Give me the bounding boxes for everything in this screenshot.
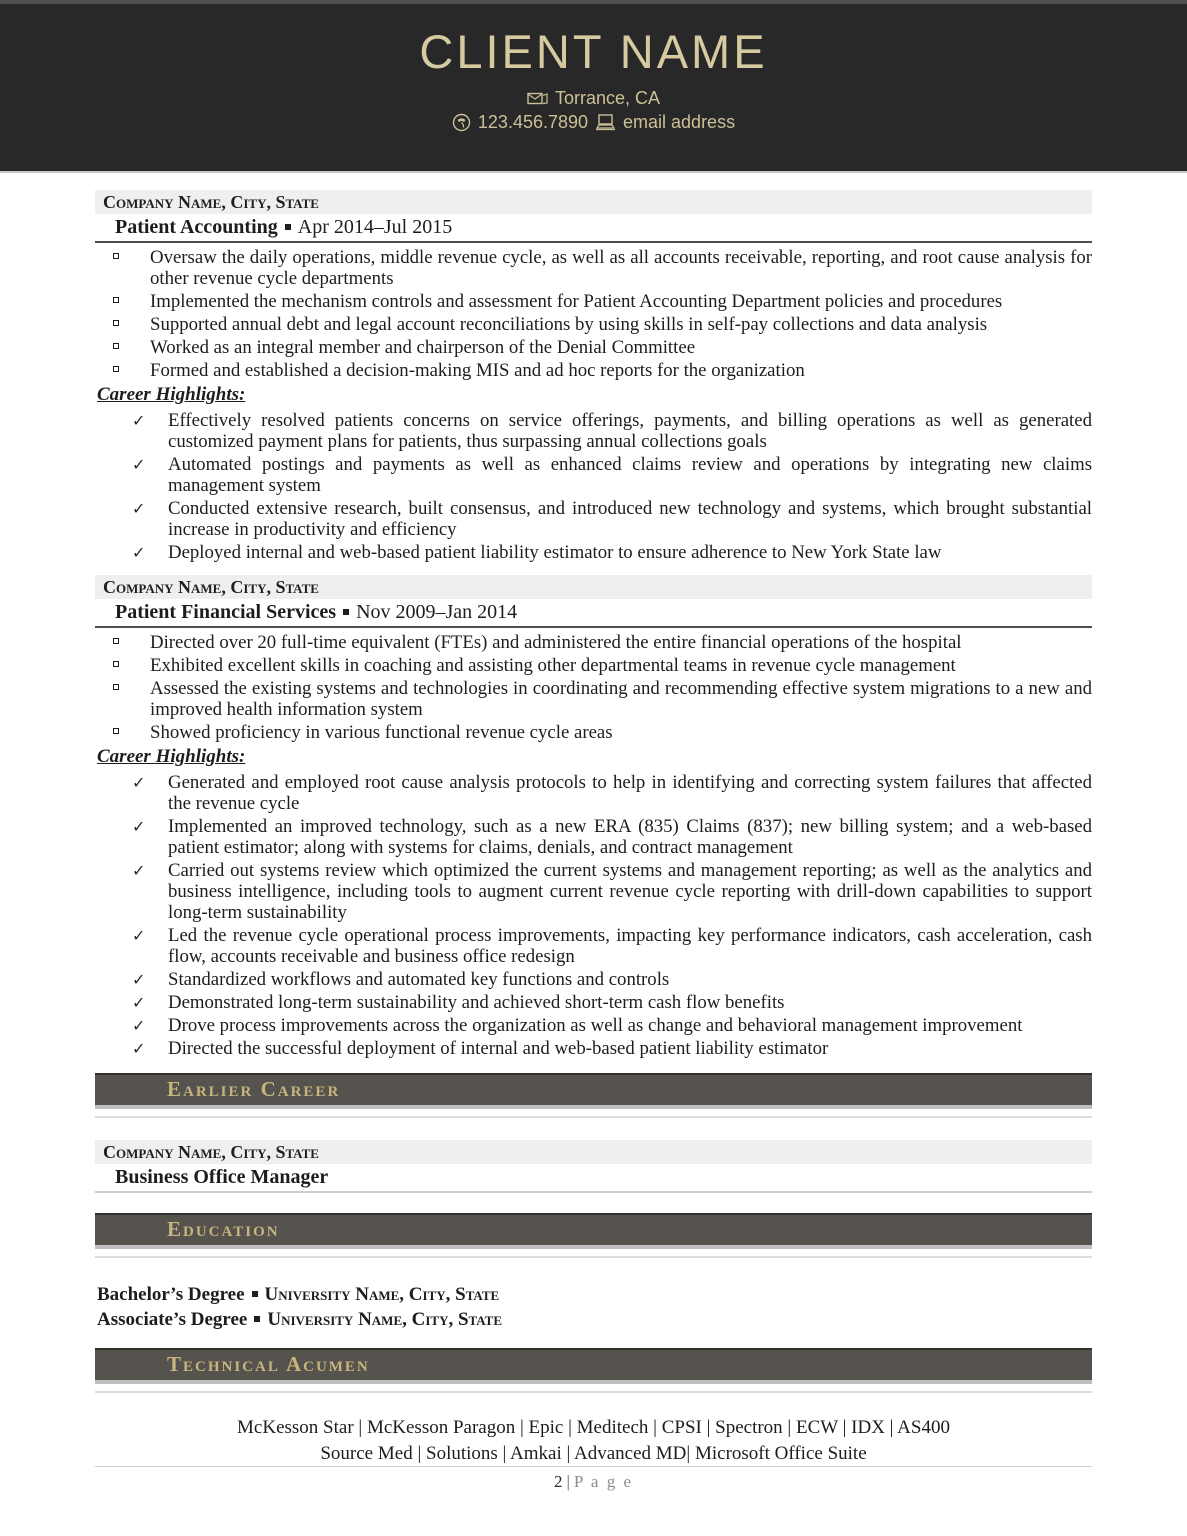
check-icon: ✓ [132,817,146,836]
bullet-text: Worked as an integral member and chairperson of the Denial Committee [150,337,696,358]
highlight-text: Effectively resolved patients concerns on service offerings, payments, and billing operations as well as generated customized payment plans for patients, thus surpassing annual collections goals [168,410,1092,452]
highlight-text: Led the revenue cycle operational process improvements, impacting key performance indicators, cash acceleration, cash flow, accounts receivable and business office redesign [168,925,1092,967]
highlight-item [95,542,1092,563]
phone-number: 123.456.7890 [477,112,589,132]
location-text: Torrance, CA [554,88,661,108]
section-divider [95,1256,1092,1258]
square-bullet-icon [113,661,119,667]
square-bullet-icon [113,684,119,690]
job-title: Patient Financial Services [115,601,337,623]
university-name: University Name, City, State [267,1309,503,1330]
bullet-text: Showed proficiency in various functional revenue cycle areas [150,722,613,743]
square-separator-icon [252,1291,258,1297]
section-header-education: Education [95,1213,1092,1249]
skills-line: McKesson Star | McKesson Paragon | Epic | Meditech | CPSI | Spectron | ECW | IDX | AS400 [237,1417,950,1438]
highlight-item [95,1038,1092,1059]
square-separator-icon [343,609,349,615]
bullet-text: Oversaw the daily operations, middle revenue cycle, as well as all accounts receivable, reporting, and root cause analysis for other revenue cycle departments [150,247,1092,289]
check-icon: ✓ [132,411,146,430]
job-title-row [95,214,1092,243]
check-icon: ✓ [132,499,146,518]
highlight-text: Implemented an improved technology, such as a new ERA (835) Claims (837); new billing system; and a web-based patient estimator; along with systems for claims, denials, and contract management [168,816,1092,858]
section-header-technical-acumen: Technical Acumen [95,1348,1092,1384]
highlight-item [95,454,1092,496]
degree-item [97,1307,1092,1332]
highlight-text: Conducted extensive research, built consensus, and introduced new technology and systems, which brought substantial increase in productivity and efficiency [168,498,1092,540]
degree-list [95,1282,1092,1332]
highlight-item [95,969,1092,990]
bullet-text: Implemented the mechanism controls and assessment for Patient Accounting Department policies and procedures [150,291,1003,312]
skills-block [95,1415,1092,1467]
job-title: Business Office Manager [115,1166,329,1188]
square-separator-icon [285,224,291,230]
check-icon: ✓ [132,861,146,880]
address-icon [527,91,548,106]
job-dates: Nov 2009–Jan 2014 [356,601,518,623]
bullet-item [95,655,1092,676]
company-bar: Company Name, City, State [95,575,1092,599]
job-bullet-list [95,247,1092,381]
degree-name: Bachelor’s Degree [97,1284,245,1305]
highlight-item [95,410,1092,452]
highlight-item [95,816,1092,858]
bullet-item [95,678,1092,720]
degree-name: Associate’s Degree [97,1309,248,1330]
job-title: Patient Accounting [115,216,278,238]
bullet-text: Directed over 20 full-time equivalent (FTEs) and administered the entire financial operations of the hospital [150,632,962,653]
section-header-earlier-career: Earlier Career [95,1073,1092,1109]
bullet-text: Formed and established a decision-making MIS and ad hoc reports for the organization [150,360,805,381]
degree-item [97,1282,1092,1307]
highlight-item [95,1015,1092,1036]
highlight-text: Generated and employed root cause analysis protocols to help in identifying and correcting system failures that affected the revenue cycle [168,772,1092,814]
square-bullet-icon [113,638,119,644]
computer-icon [595,114,616,131]
section-divider [95,1391,1092,1393]
highlight-text: Carried out systems review which optimized the current systems and management reporting; as well as the analytics and business intelligence, including tools to augment current revenue cycle reporting with drill-down capabilities to support long-term sustainability [168,860,1092,923]
footer-separator: | [566,1472,570,1491]
bullet-text: Supported annual debt and legal account reconciliations by using skills in self-pay collections and data analysis [150,314,988,335]
career-highlights-label: Career Highlights: [97,746,246,767]
job-title-row [95,1164,1092,1193]
bullet-item [95,722,1092,743]
highlight-text: Drove process improvements across the organization as well as change and behavioral management improvement [168,1015,1023,1036]
check-icon: ✓ [132,455,146,474]
highlight-text: Standardized workflows and automated key functions and controls [168,969,670,990]
highlight-item [95,772,1092,814]
page-label: P a g e [573,1472,634,1491]
square-bullet-icon [113,728,119,734]
check-icon: ✓ [132,993,146,1012]
square-bullet-icon [113,343,119,349]
square-separator-icon [254,1316,260,1322]
job-dates: Apr 2014–Jul 2015 [297,216,453,238]
bullet-item [95,360,1092,381]
check-icon: ✓ [132,543,146,562]
phone-email-line [0,112,1187,133]
square-bullet-icon [113,297,119,303]
career-highlights-label: Career Highlights: [97,384,246,405]
resume-body [0,190,1187,1467]
highlight-text: Automated postings and payments as well as enhanced claims review and operations by integrating new claims management system [168,454,1092,496]
page-footer [95,1466,1092,1492]
client-name: CLIENT NAME [419,25,768,78]
highlight-text: Demonstrated long-term sustainability and achieved short-term cash flow benefits [168,992,785,1013]
bullet-text: Assessed the existing systems and technologies in coordinating and recommending effective system migrations to a new and improved health information system [150,678,1092,720]
highlight-item [95,498,1092,540]
bullet-item [95,247,1092,289]
email-text: email address [623,112,736,132]
highlight-text: Deployed internal and web-based patient liability estimator to ensure adherence to New York State law [168,542,942,563]
university-name: University Name, City, State [264,1284,500,1305]
highlight-item [95,860,1092,923]
check-icon: ✓ [132,1039,146,1058]
skills-line: Source Med | Solutions | Amkai | Advanced MD| Microsoft Office Suite [320,1443,867,1464]
bullet-item [95,632,1092,653]
bullet-item [95,314,1092,335]
section-divider [95,1116,1092,1118]
page-number: 2 [553,1472,563,1491]
highlights-list [95,410,1092,563]
check-icon: ✓ [132,926,146,945]
highlight-text: Directed the successful deployment of internal and web-based patient liability estimator [168,1038,829,1059]
location-line [0,88,1187,109]
job-bullet-list [95,632,1092,743]
phone-icon [452,113,471,132]
square-bullet-icon [113,253,119,259]
job-title-row [95,599,1092,628]
highlights-list [95,772,1092,1059]
highlight-item [95,925,1092,967]
check-icon: ✓ [132,773,146,792]
bullet-item [95,291,1092,312]
company-bar: Company Name, City, State [95,1140,1092,1164]
bullet-item [95,337,1092,358]
company-bar: Company Name, City, State [95,190,1092,214]
square-bullet-icon [113,366,119,372]
header [0,0,1187,173]
highlight-item [95,992,1092,1013]
bullet-text: Exhibited excellent skills in coaching and assisting other departmental teams in revenue cycle management [150,655,956,676]
check-icon: ✓ [132,970,146,989]
check-icon: ✓ [132,1016,146,1035]
square-bullet-icon [113,320,119,326]
